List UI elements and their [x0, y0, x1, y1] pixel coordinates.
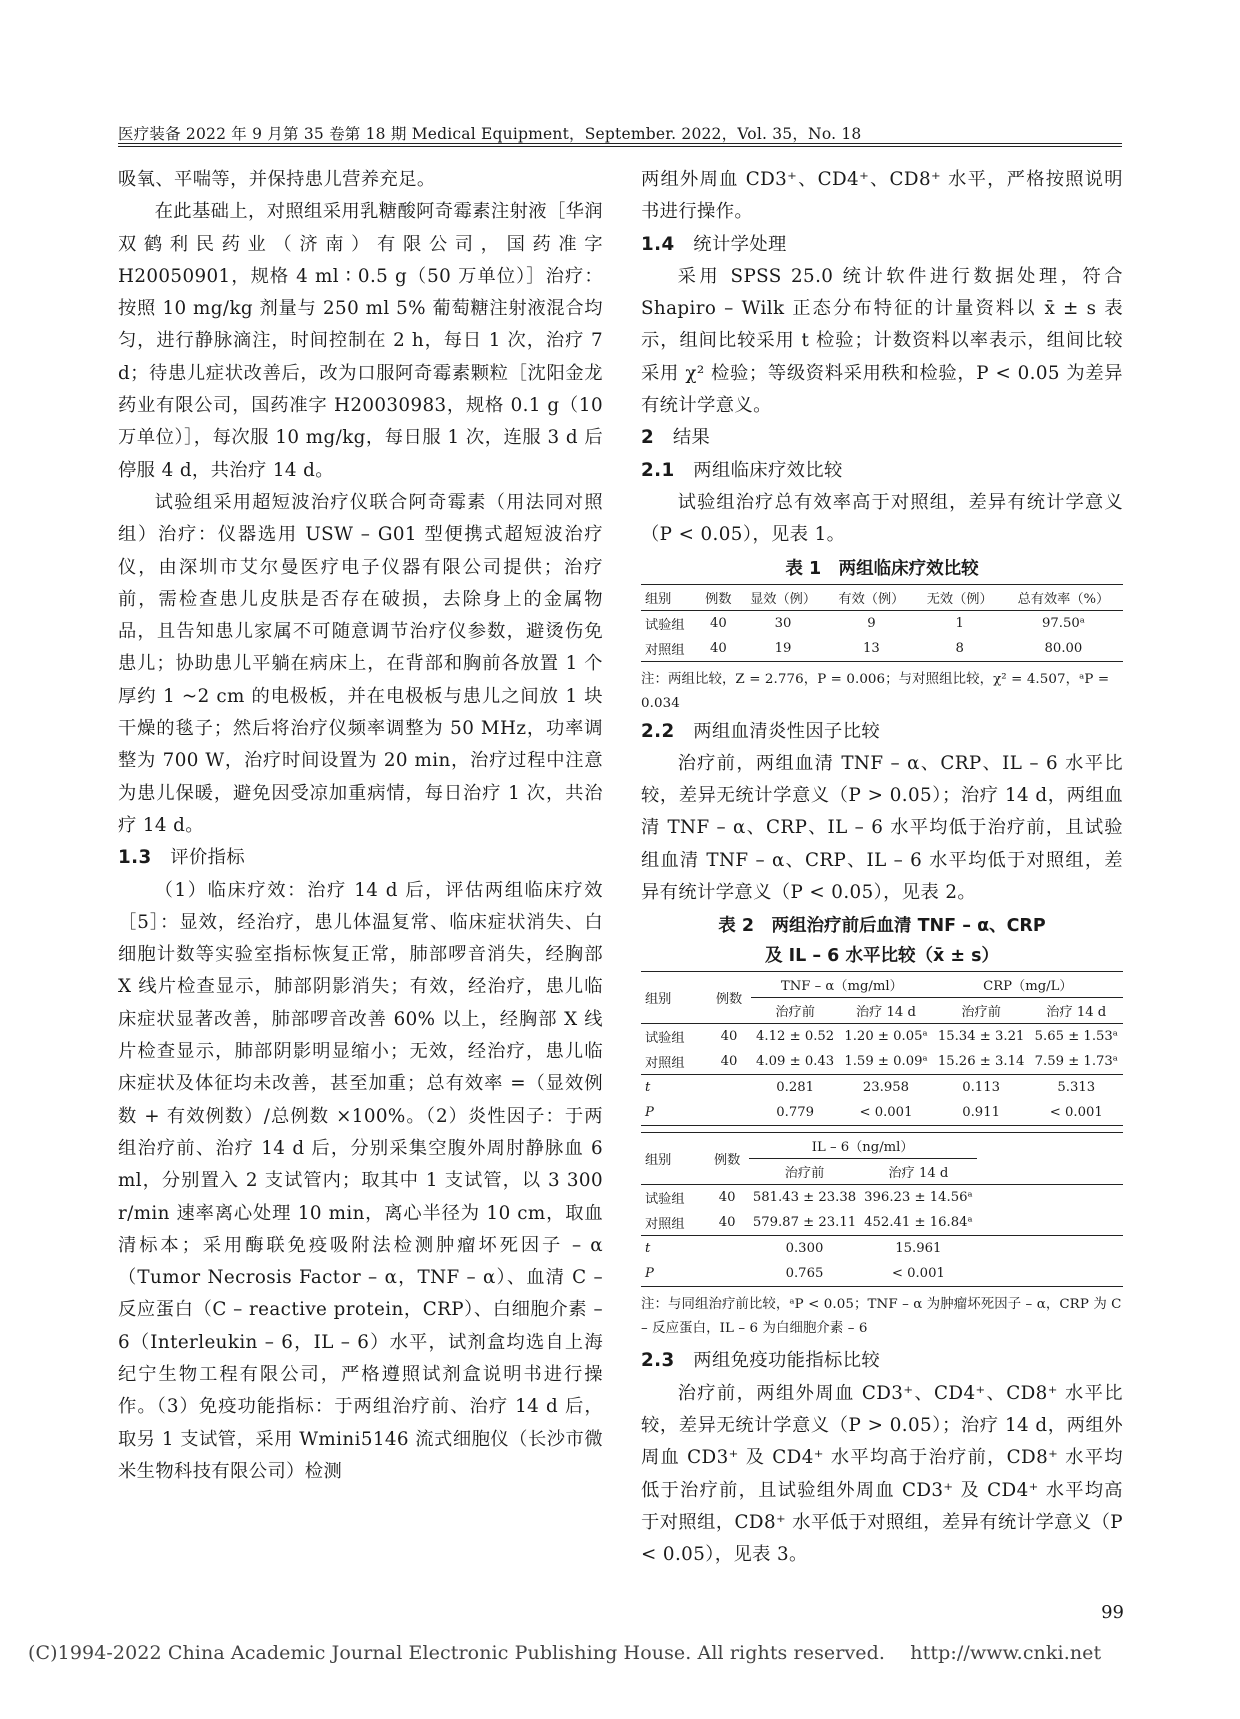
body-paragraph: 治疗前，两组血清 TNF – α、CRP、IL – 6 水平比较，差异无统计学意义（P > 0.05）；治疗 14 d，两组血清 TNF – α、CRP、IL – 6 水平均低于治疗前，且试验组血清 TNF – α、CRP、IL – 6 水平均低于对照组，差异有统计学意义（P < 0.05），见表 2。: [641, 752, 1123, 904]
t2-sub-after: 治疗 14 d: [1046, 1005, 1107, 1021]
table-cell: 对照组: [645, 642, 685, 658]
page-number: 99: [1101, 1602, 1124, 1623]
header-rule: [118, 143, 1122, 144]
table-cell: [707, 1075, 751, 1101]
table-cell: 0.113: [962, 1080, 1000, 1096]
t2-sub-after: 治疗 14 d: [855, 1005, 916, 1021]
header-rule-thin: [118, 146, 1122, 147]
table-cell: 40: [720, 1054, 738, 1070]
table-row: [641, 1236, 1123, 1262]
section-heading: [118, 842, 603, 874]
section-number: 2: [641, 427, 655, 449]
section-heading: [641, 422, 1123, 454]
table-row: [641, 1075, 1123, 1101]
section-heading: [641, 455, 1123, 487]
body-paragraph: （1）临床疗效：治疗 14 d 后，评估两组临床疗效［5］：显效，经治疗，患儿体温复常、临床症状消失、白细胞计数等实验室指标恢复正常，肺部啰音消失，经胸部 X 线片检查显示，肺部阴影消失；有效，经治疗，患儿临床症状显著改善，肺部啰音改善 60% 以上，经胸部 X 线片检查显示，肺部阴影明显缩小；无效，经治疗，患儿临床症状及体征均未改善，甚至加重；总有效率 =（显效例数 + 有效例数）/总例数 ×100%。（2）炎性因子：于两组治疗前、治疗 14 d 后，分别采集空腹外周肘静脉血 6 ml，分别置入 2 支试管内；取其中 1 支试管，以 3 300 r/min 速率离心处理 10 min，离心半径为 10 cm，取血清标本；采用酶联免疫吸附法检测肿瘤坏死因子 – α（Tumor Necrosis Factor – α，TNF – α）、血清 C – 反应蛋白（C – reactive protein，CRP）、白细胞介素 – 6（Interleukin – 6，IL – 6）水平，试剂盒均选自上海纪宁生物工程有限公司，严格遵照试剂盒说明书进行操作。（3）免疫功能指标：于两组治疗前、治疗 14 d 后，取另 1 支试管，采用 Wmini5146 流式细胞仪（长沙市微米生物科技有限公司）检测: [118, 879, 603, 1482]
body-paragraph: 试验组采用超短波治疗仪联合阿奇霉素（用法同对照组）治疗：仪器选用 USW – G01 型便携式超短波治疗仪，由深圳市艾尔曼医疗电子仪器有限公司提供；治疗前，需检查患儿皮肤是否存在破损，去除身上的金属物品，且告知患儿家属不可随意调节治疗仪参数，避烫伤免患儿；协助患儿平躺在病床上，在背部和胸前各放置 1 个厚约 1 ~2 cm 的电极板，并在电极板与患儿之间放 1 块干燥的毯子；然后将治疗仪频率调整为 50 MHz，功率调整为 700 W，治疗时间设置为 20 min，治疗过程中注意为患儿保暖，避免因受凉加重病情，每日治疗 1 次，共治疗 14 d。: [118, 491, 603, 836]
table1-note: 注：两组比较，Z = 2.776，P = 0.006；与对照组比较，χ² = 4.507，ᵃP = 0.034: [641, 671, 1110, 711]
table-cell: [706, 1261, 749, 1287]
table-row: [641, 610, 1123, 636]
t2-col-tnf: TNF – α（mg/ml）: [751, 972, 933, 998]
t2-col-n: 例数: [714, 1153, 741, 1169]
body-paragraph: 采用 SPSS 25.0 统计软件进行数据处理，符合 Shapiro – Wilk 正态分布特征的计量资料以 x̄ ± s 表示，组间比较采用 t 检验；计数资料以率表示，组间比较采用 χ² 检验；等级资料采用秩和检验，P < 0.05 为差异有统计学意义。: [641, 265, 1123, 417]
table-cell: 30: [774, 615, 792, 631]
table-cell: P: [645, 1266, 654, 1282]
table2-caption-line1: 表 2 两组治疗前后血清 TNF – α、CRP: [718, 916, 1046, 937]
table-cell: < 0.001: [891, 1266, 945, 1282]
t2-col-group: 组别: [645, 1153, 672, 1169]
t2-sub-before: 治疗前: [784, 1166, 825, 1182]
table-cell: 7.59 ± 1.73ᵃ: [1034, 1054, 1118, 1070]
table-cell: 13: [862, 640, 880, 656]
table1-header-cell: 组别: [641, 584, 698, 610]
section-title: 两组临床疗效比较: [693, 459, 843, 481]
table-cell: 对照组: [645, 1217, 685, 1233]
table2-note: 注：与同组治疗前比较，ᵃP < 0.05；TNF – α 为肿瘤坏死因子 – α，CRP 为 C – 反应蛋白，IL – 6 为白细胞介素 – 6: [641, 1297, 1122, 1337]
body-paragraph: 两组外周血 CD3⁺、CD4⁺、CD8⁺ 水平，严格按照说明书进行操作。: [641, 169, 1123, 223]
table-cell: 40: [720, 1029, 738, 1045]
body-paragraph: 在此基础上，对照组采用乳糖酸阿奇霉素注射液［华润双鹤利民药业（济南）有限公司，国药准字 H20050901，规格 4 ml ∶ 0.5 g（50 万单位）］治疗：按照 10 mg/kg 剂量与 250 ml 5% 葡萄糖注射液混合均匀，进行静脉滴注，时间控制在 2 h，每日 1 次，治疗 7 d；待患儿症状改善后，改为口服阿奇霉素颗粒［沈阳金龙药业有限公司，国药准字 H20030983，规格 0.1 g（10 万单位）］，每次服 10 mg/kg，每日服 1 次，连服 3 d 后停服 4 d，共治疗 14 d。: [118, 201, 603, 481]
table-cell: 5.313: [1057, 1080, 1096, 1096]
table-cell: < 0.001: [859, 1105, 913, 1121]
table-cell: [706, 1236, 749, 1262]
t2-col-group: 组别: [645, 992, 672, 1008]
section-number: 1.4: [641, 233, 675, 255]
table-row: [641, 1185, 1123, 1211]
table1-caption: 表 1 两组临床疗效比较: [785, 558, 979, 579]
t2-col-n: 例数: [715, 992, 743, 1008]
table1-header-cell: 总有效率（%）: [1004, 584, 1123, 610]
table-cell: 0.281: [776, 1080, 814, 1096]
table-cell: 1: [955, 615, 964, 631]
body-paragraph: 治疗前，两组外周血 CD3⁺、CD4⁺、CD8⁺ 水平比较，差异无统计学意义（P > 0.05）；治疗 14 d，两组外周血 CD3⁺ 及 CD4⁺ 水平均高于治疗前，CD8⁺ 水平均低于治疗前，且试验组外周血 CD3⁺ 及 CD4⁺ 水平均高于对照组，CD8⁺ 水平低于对照组，差异有统计学意义（P < 0.05），见表 3。: [641, 1382, 1123, 1566]
table2-grid-b: [641, 1132, 1123, 1287]
table-row: [641, 1210, 1123, 1236]
table-cell: 试验组: [645, 1031, 685, 1047]
table-cell: 23.958: [862, 1080, 910, 1096]
section-number: 2.3: [641, 1350, 675, 1372]
table-cell: 0.911: [962, 1105, 1000, 1121]
section-heading: [641, 716, 1123, 748]
section-heading: [641, 1345, 1123, 1377]
table-cell: 15.34 ± 3.21: [937, 1029, 1025, 1045]
table-cell: < 0.001: [1049, 1105, 1103, 1121]
t2-sub-after: 治疗 14 d: [888, 1166, 949, 1182]
table-cell: P: [645, 1105, 654, 1121]
body-paragraph: 吸氧、平喘等，并保持患儿营养充足。: [118, 169, 436, 190]
table2: [641, 911, 1123, 1341]
table-cell: 579.87 ± 23.11: [752, 1215, 857, 1231]
t2-sub-before: 治疗前: [961, 1005, 1001, 1021]
table-cell: 5.65 ± 1.53ᵃ: [1034, 1029, 1118, 1045]
table-row: [641, 636, 1123, 662]
copyright-footer: (C)1994-2022 China Academic Journal Electronic Publishing House. All rights reserved. http://www.cnki.net: [28, 1642, 1102, 1664]
section-number: 2.1: [641, 459, 675, 481]
table-cell: 0.765: [785, 1266, 824, 1282]
section-title: 两组免疫功能指标比较: [693, 1350, 881, 1372]
running-header: 医疗装备 2022 年 9 月第 35 卷第 18 期 Medical Equipment，September. 2022，Vol. 35，No. 18: [118, 125, 862, 143]
table-cell: 1.20 ± 0.05ᵃ: [844, 1029, 928, 1045]
left-column: [118, 164, 603, 1488]
table-cell: t: [645, 1080, 651, 1096]
table1-header-cell: 有效（例）: [827, 584, 915, 610]
table-row: [641, 1049, 1123, 1075]
table-row: [641, 1100, 1123, 1126]
table-cell: 40: [718, 1190, 736, 1206]
body-paragraph: 试验组治疗总有效率高于对照组，差异有统计学意义（P < 0.05），见表 1。: [641, 491, 1123, 546]
table-cell: 4.12 ± 0.52: [756, 1029, 835, 1045]
table-cell: 80.00: [1044, 640, 1083, 656]
table-cell: 452.41 ± 16.84ᵃ: [864, 1215, 973, 1231]
section-number: 1.3: [118, 847, 152, 869]
table-cell: t: [645, 1241, 651, 1257]
section-heading: [641, 229, 1123, 261]
table-cell: 试验组: [645, 617, 685, 633]
t2-sub-before: 治疗前: [775, 1005, 815, 1021]
section-title: 结果: [672, 427, 711, 449]
table-cell: 97.50ᵃ: [1042, 615, 1085, 631]
table-cell: 4.09 ± 0.43: [756, 1054, 835, 1070]
section-title: 两组血清炎性因子比较: [693, 720, 881, 742]
table-cell: 8: [955, 640, 964, 656]
section-number: 2.2: [641, 720, 675, 742]
table-row: [641, 1261, 1123, 1287]
t2-col-il6: IL – 6（ng/ml）: [749, 1133, 977, 1159]
table-cell: 40: [709, 640, 727, 656]
table1-header-cell: 例数: [698, 584, 739, 610]
table-row: [641, 1024, 1123, 1050]
table2-caption-line2: 及 IL – 6 水平比较（x̄ ± s）: [764, 946, 999, 967]
table-cell: 40: [709, 615, 727, 631]
table2-grid-a: [641, 971, 1123, 1126]
table-cell: 581.43 ± 23.38: [752, 1190, 857, 1206]
t2-col-crp: CRP（mg/L）: [933, 972, 1123, 998]
table-cell: 19: [774, 640, 792, 656]
section-title: 统计学处理: [693, 233, 787, 255]
table-cell: 0.300: [785, 1241, 824, 1257]
table-cell: 40: [718, 1215, 736, 1231]
table1-header-cell: 显效（例）: [739, 584, 827, 610]
table-cell: 0.779: [776, 1105, 814, 1121]
table-cell: 15.26 ± 3.14: [937, 1054, 1025, 1070]
right-column: [641, 164, 1123, 1571]
table-cell: 对照组: [645, 1056, 685, 1072]
table-cell: 15.961: [895, 1241, 942, 1257]
table-cell: 9: [867, 615, 876, 631]
table-cell: [707, 1100, 751, 1126]
table-cell: 396.23 ± 14.56ᵃ: [864, 1190, 973, 1206]
table-cell: 1.59 ± 0.09ᵃ: [844, 1054, 928, 1070]
table1: [641, 554, 1123, 716]
table1-grid: [641, 584, 1123, 662]
section-title: 评价指标: [170, 847, 246, 869]
table1-header-cell: 无效（例）: [916, 584, 1004, 610]
table-cell: 试验组: [645, 1192, 685, 1208]
